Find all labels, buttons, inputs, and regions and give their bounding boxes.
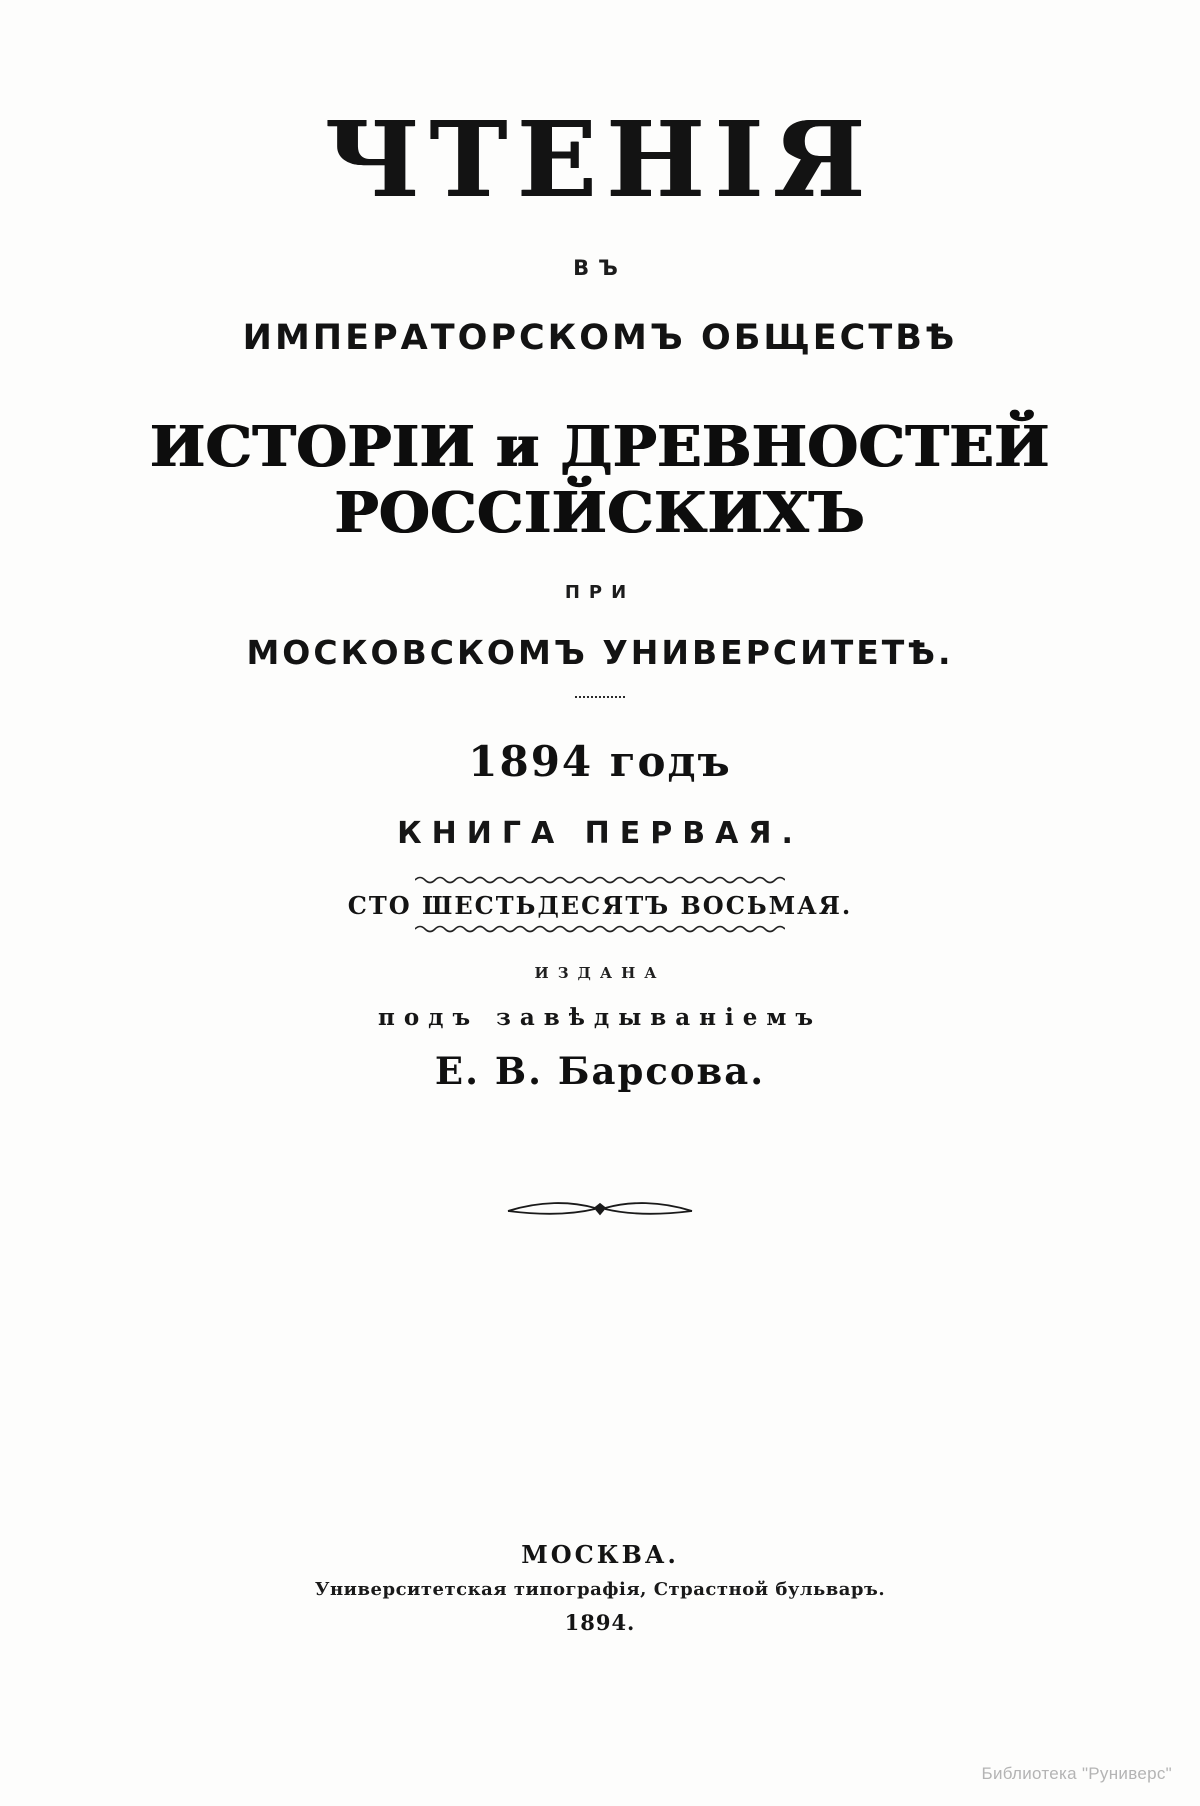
- society-line: ИМПЕРАТОРСКОМЪ ОБЩЕСТВѢ: [242, 318, 958, 358]
- preposition-pri: ПРИ: [564, 582, 636, 603]
- ornament-divider-icon: [0, 1197, 1200, 1233]
- preposition-v: ВЪ: [573, 256, 627, 280]
- book-number-line: КНИГА ПЕРВАЯ.: [397, 816, 803, 851]
- institution-line: МОСКОВСКОМЪ УНИВЕРСИТЕТѢ.: [246, 633, 954, 672]
- imprint-block: [0, 1540, 1200, 1635]
- library-watermark: Библиотека "Руниверс": [981, 1764, 1172, 1783]
- imprint-year: 1894.: [564, 1610, 636, 1635]
- year-line: 1894 годъ: [468, 737, 732, 786]
- under-direction-label: подъ завѣдываніемъ: [378, 1004, 822, 1031]
- imprint-press: Университетская типографія, Страстной бульваръ.: [314, 1579, 886, 1600]
- imprint-city: МОСКВА.: [521, 1540, 679, 1569]
- issue-number-words: СТО ШЕСТЬДЕСЯТЪ ВОСЬМАЯ.: [347, 891, 853, 920]
- published-label: ИЗДАНА: [534, 964, 666, 982]
- page-title: ЧТЕНІЯ: [324, 98, 876, 221]
- wavy-rule-bottom-icon: [415, 924, 785, 934]
- small-divider-icon: [575, 694, 625, 701]
- subject-line: ИСТОРІИ и ДРЕВНОСТЕЙ РОССІЙСКИХЪ: [150, 414, 1050, 546]
- wavy-rule-top-icon: [415, 875, 785, 885]
- editor-name: Е. В. Барсова.: [434, 1049, 766, 1093]
